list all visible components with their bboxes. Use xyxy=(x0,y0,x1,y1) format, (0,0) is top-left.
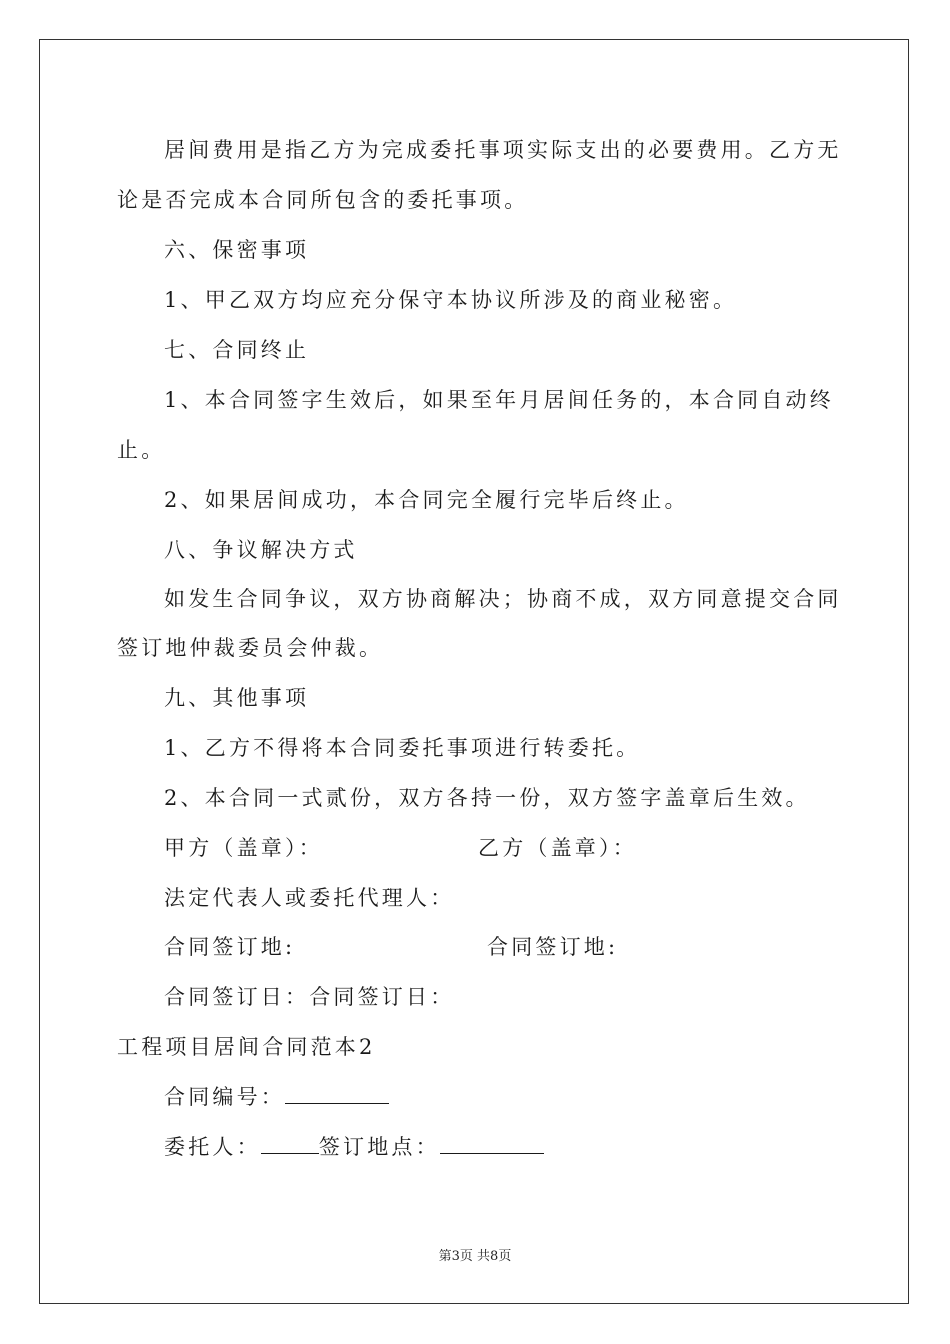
client-label: 委托人： xyxy=(164,1135,261,1159)
section-heading: 九、其他事项 xyxy=(164,686,310,710)
sign-location-blank xyxy=(440,1135,544,1154)
paragraph-line: 1、甲乙双方均应充分保守本协议所涉及的商业秘密。 xyxy=(164,288,738,312)
paragraph-line: 签订地仲裁委员会仲裁。 xyxy=(117,636,384,660)
paragraph-line: 如发生合同争议，双方协商解决；协商不成，双方同意提交合同 xyxy=(164,587,842,611)
paragraph-line: 2、如果居间成功，本合同完全履行完毕后终止。 xyxy=(164,488,689,512)
page-number: 第3页 共8页 xyxy=(438,1249,512,1264)
section-heading: 六、保密事项 xyxy=(164,238,310,262)
party-a-seal-label: 甲方（盖章）： xyxy=(164,836,323,860)
sign-place-a-label: 合同签订地: xyxy=(164,935,296,959)
client-row xyxy=(164,1133,544,1161)
contract-number-row xyxy=(164,1083,389,1111)
paragraph-line: 居间费用是指乙方为完成委托事项实际支出的必要费用。乙方无 xyxy=(164,138,842,162)
contract-number-blank xyxy=(285,1085,389,1104)
page-border xyxy=(39,39,909,1304)
sign-place-b-label: 合同签订地: xyxy=(487,935,619,959)
contract-number-label: 合同编号： xyxy=(164,1085,285,1109)
paragraph-line: 2、本合同一式贰份，双方各持一份，双方签字盖章后生效。 xyxy=(164,786,810,810)
representative-label: 法定代表人或委托代理人： xyxy=(164,886,455,910)
client-blank xyxy=(261,1135,319,1154)
section-heading: 八、争议解决方式 xyxy=(164,538,358,562)
paragraph-line: 1、本合同签字生效后，如果至年月居间任务的，本合同自动终 xyxy=(164,388,834,412)
paragraph-line: 论是否完成本合同所包含的委托事项。 xyxy=(117,188,529,212)
sign-date-label: 合同签订日：合同签订日： xyxy=(164,985,455,1009)
paragraph-line: 1、乙方不得将本合同委托事项进行转委托。 xyxy=(164,736,641,760)
section-title: 工程项目居间合同范本2 xyxy=(117,1035,376,1059)
section-heading: 七、合同终止 xyxy=(164,338,310,362)
party-b-seal-label: 乙方（盖章）： xyxy=(478,836,637,860)
paragraph-line: 止。 xyxy=(117,438,166,462)
sign-location-label: 签订地点： xyxy=(318,1135,440,1159)
